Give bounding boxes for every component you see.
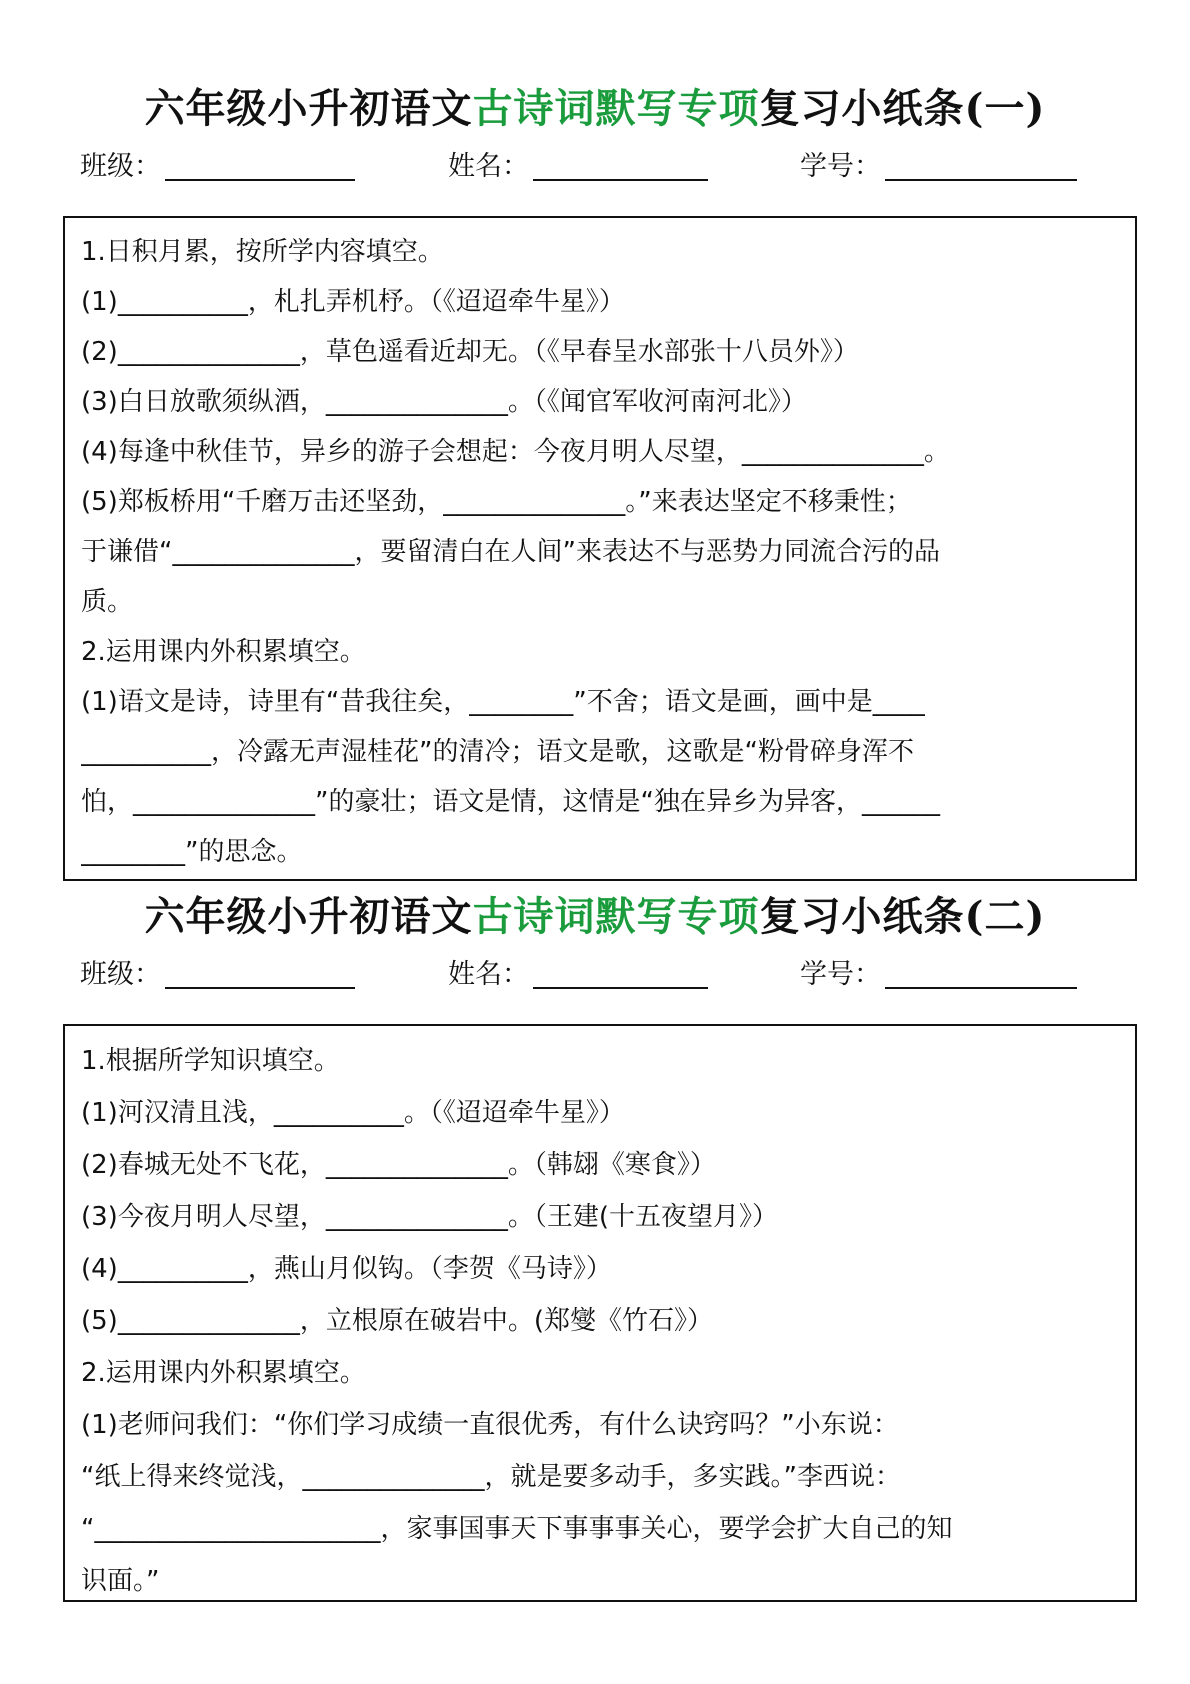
question-line: 于谦借“______________，要留清白在人间”来表达不与恶势力同流合污的品	[81, 537, 940, 567]
question-line: (1)河汉清且浅，__________。（《迢迢牵牛星》）	[81, 1098, 625, 1128]
student-number-blank[interactable]	[885, 149, 1077, 181]
question-line: (4)__________，燕山月似钩。（李贺《马诗》）	[81, 1254, 612, 1284]
question-line: (1)老师问我们：“你们学习成绩一直很优秀，有什么诀窍吗？”小东说：	[81, 1410, 899, 1440]
question-line: (2)春城无处不飞花，______________。（韩翃《寒食》）	[81, 1150, 716, 1180]
title-highlight: 古诗词默写专项	[472, 893, 760, 940]
questions-box	[63, 216, 1137, 881]
question-line: __________，冷露无声湿桂花”的清冷；语文是歌，这歌是“粉骨碎身浑不	[81, 737, 914, 767]
student-info-row	[0, 948, 1190, 1002]
question-line: 质。	[81, 587, 134, 617]
name-label: 姓名：	[448, 959, 529, 990]
class-label: 班级：	[80, 959, 161, 990]
question-line: 1.根据所学知识填空。	[81, 1046, 340, 1076]
question-line: (5)______________，立根原在破岩中。(郑燮《竹石》）	[81, 1306, 713, 1336]
student-number-label: 学号：	[800, 151, 881, 182]
question-line: “纸上得来终觉浅，______________，就是要多动手，多实践。”李西说：	[81, 1462, 901, 1492]
question-line: (2)______________，草色遥看近却无。（《早春呈水部张十八员外》）	[81, 337, 859, 367]
title-highlight: 古诗词默写专项	[472, 85, 760, 132]
title-suffix: 复习小纸条(一)	[759, 85, 1046, 132]
worksheet-1	[0, 78, 1190, 867]
title-prefix: 六年级小升初语文	[144, 85, 473, 132]
title-prefix: 六年级小升初语文	[144, 893, 473, 940]
question-line: (3)今夜月明人尽望，______________。（王建(十五夜望月》）	[81, 1202, 778, 1232]
name-field[interactable]	[448, 948, 708, 1002]
name-blank[interactable]	[533, 149, 708, 181]
worksheet-title	[0, 886, 1190, 948]
class-field[interactable]	[80, 140, 355, 194]
question-line: 2.运用课内外积累填空。	[81, 637, 366, 667]
question-line: 怕，______________”的豪壮；语文是情，这情是“独在异乡为异客，______	[81, 787, 940, 817]
student-number-field[interactable]	[800, 140, 1077, 194]
question-line: “______________________，家事国事天下事事事关心，要学会扩大自己的知	[81, 1514, 953, 1544]
name-label: 姓名：	[448, 151, 529, 182]
student-number-blank[interactable]	[885, 957, 1077, 989]
title-suffix: 复习小纸条(二)	[759, 893, 1046, 940]
class-field[interactable]	[80, 948, 355, 1002]
question-line: 1.日积月累，按所学内容填空。	[81, 237, 444, 267]
questions-box	[63, 1024, 1137, 1602]
worksheet-title	[0, 78, 1190, 140]
worksheet-2	[0, 886, 1190, 1596]
question-line: 识面。”	[81, 1566, 160, 1596]
class-label: 班级：	[80, 151, 161, 182]
student-number-label: 学号：	[800, 959, 881, 990]
student-number-field[interactable]	[800, 948, 1077, 1002]
question-line: 2.运用课内外积累填空。	[81, 1358, 366, 1388]
question-line: (1)__________，札扎弄机杼。（《迢迢牵牛星》）	[81, 287, 625, 317]
class-blank[interactable]	[165, 149, 355, 181]
name-field[interactable]	[448, 140, 708, 194]
question-line: (3)白日放歌须纵酒，______________。（《闻官军收河南河北》）	[81, 387, 807, 417]
question-line: (1)语文是诗，诗里有“昔我往矣，________”不舍；语文是画，画中是____	[81, 687, 925, 717]
student-info-row	[0, 140, 1190, 194]
question-line: (5)郑板桥用“千磨万击还坚劲，______________。”来表达坚定不移秉性；	[81, 487, 912, 517]
class-blank[interactable]	[165, 957, 355, 989]
question-line: (4)每逢中秋佳节，异乡的游子会想起：今夜月明人尽望，______________。	[81, 437, 950, 467]
name-blank[interactable]	[533, 957, 708, 989]
question-line: ________”的思念。	[81, 837, 303, 867]
